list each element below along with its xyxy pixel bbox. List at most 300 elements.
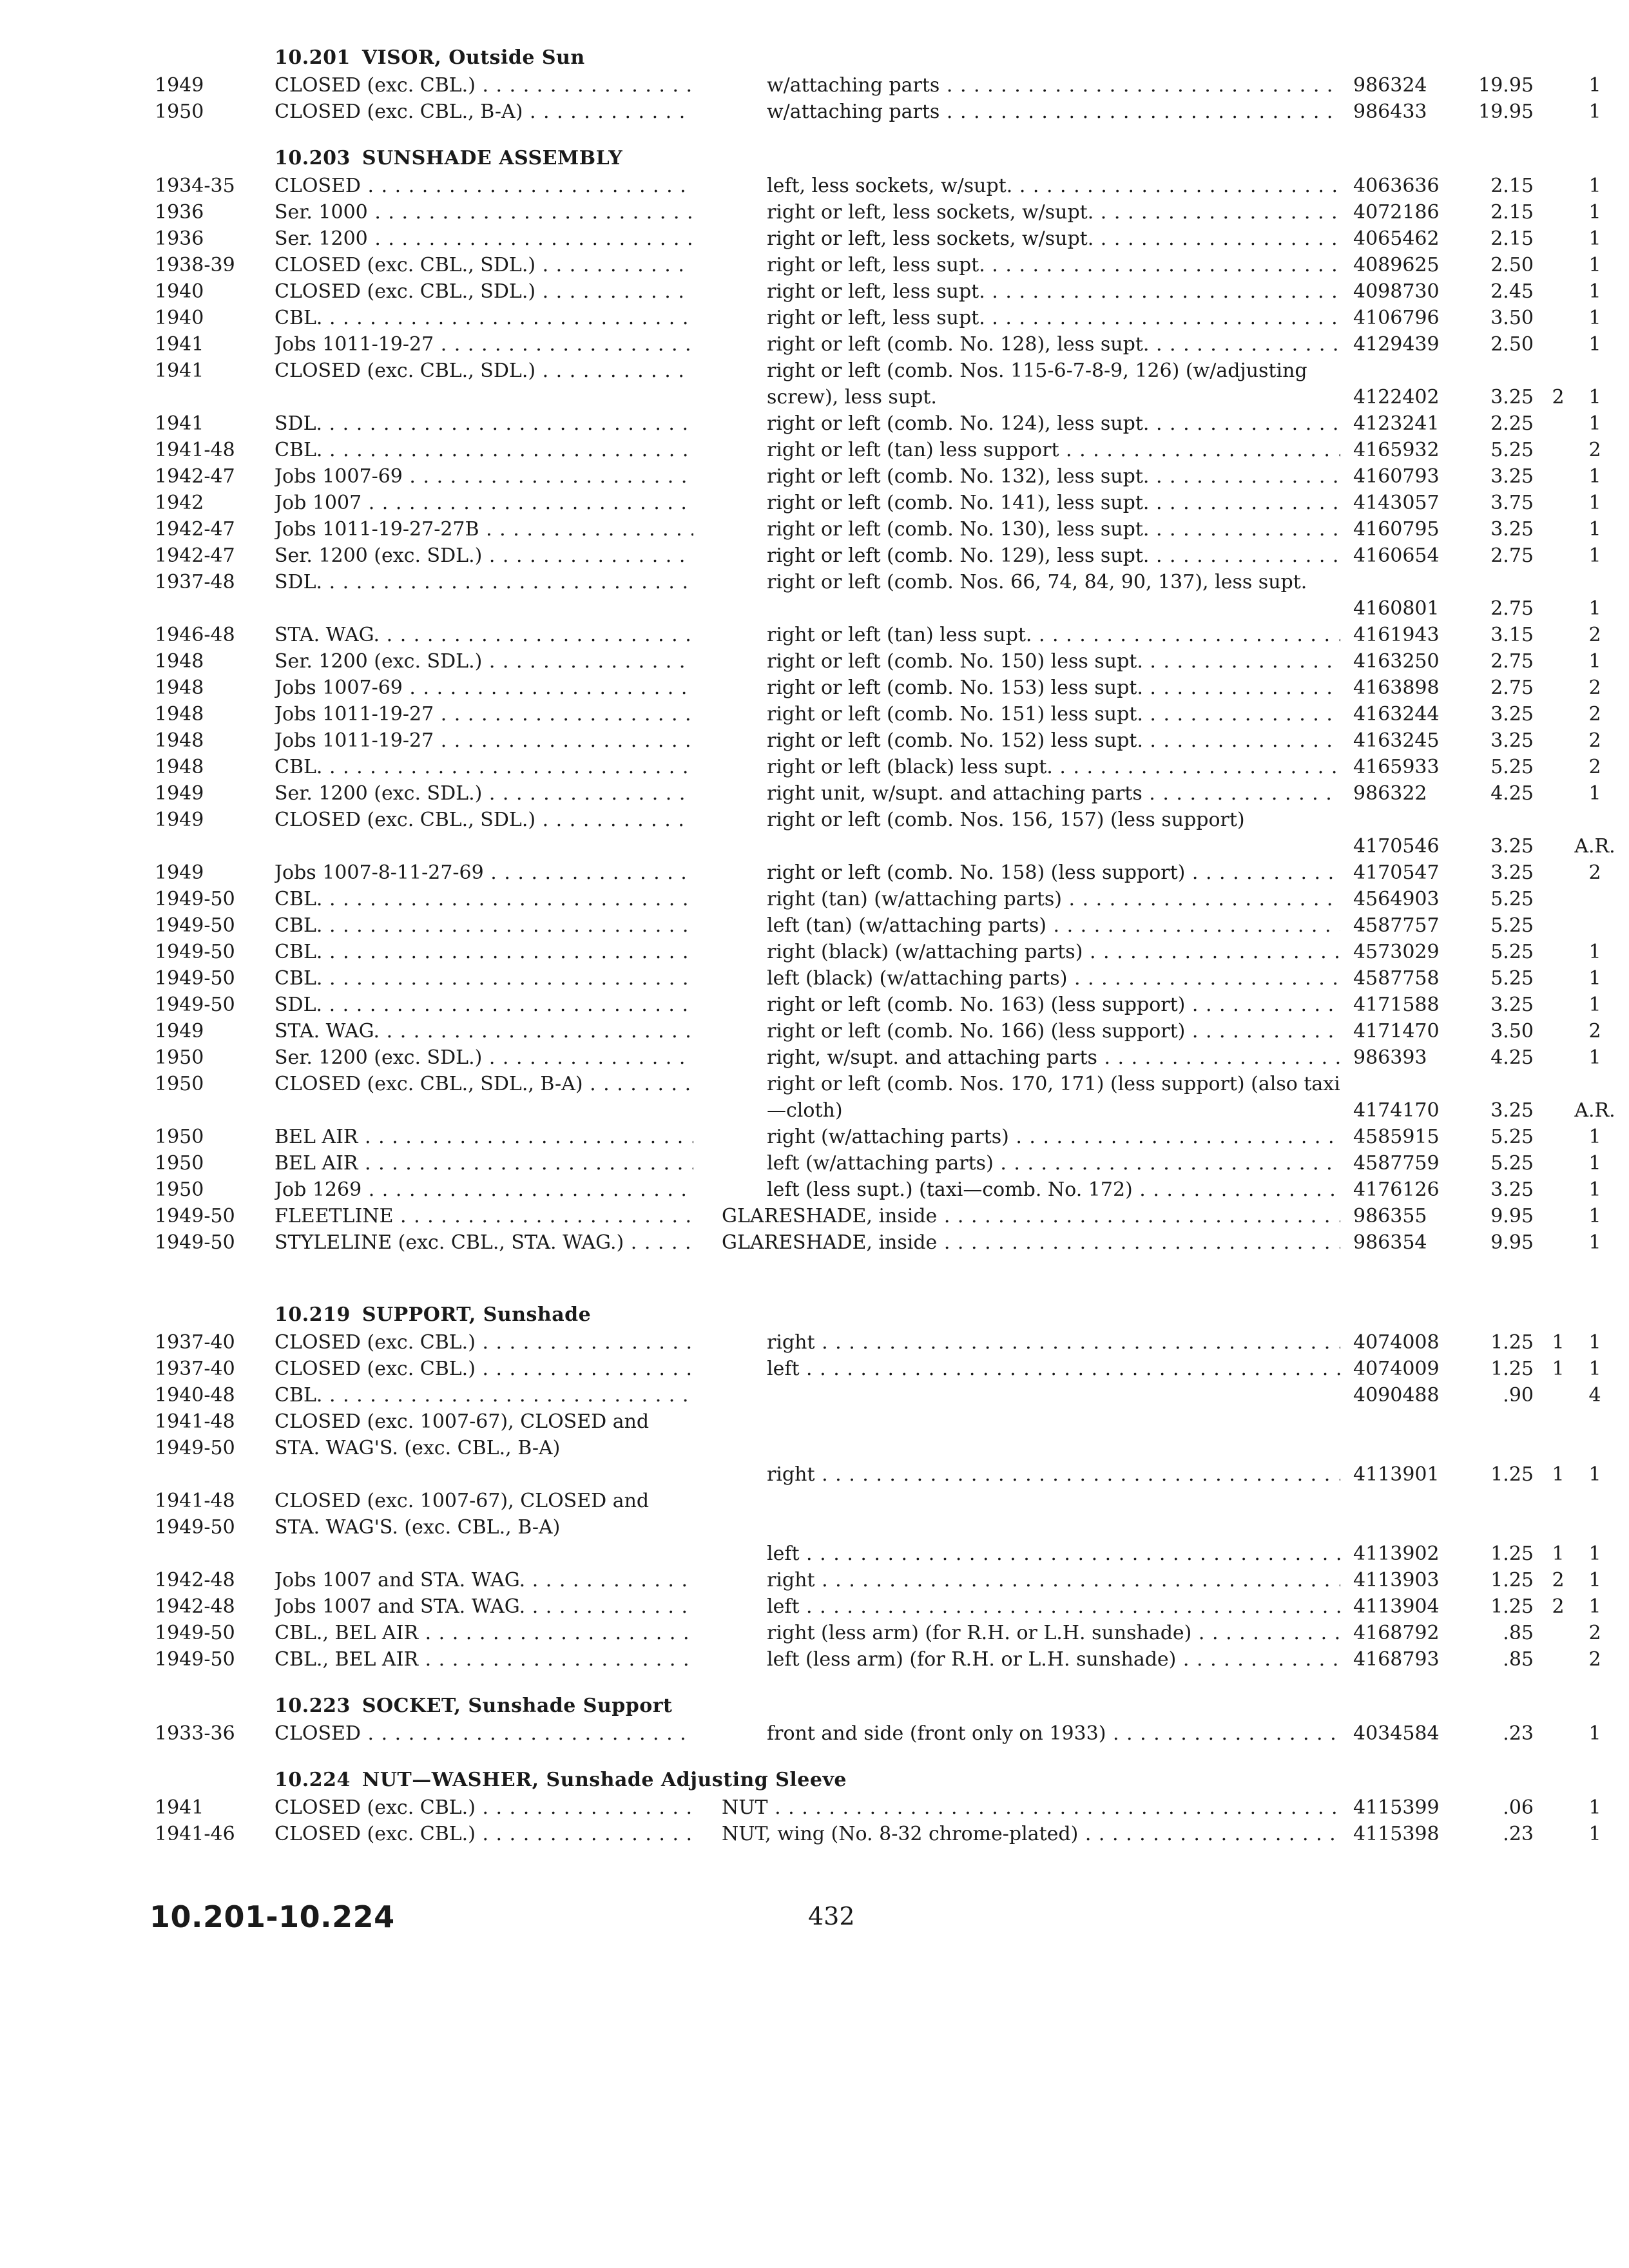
part-number: 4587757 bbox=[1353, 914, 1440, 937]
part-description: right or left (comb. No. 141), less supt. . . . bbox=[767, 490, 1340, 516]
part-description: right or left, less sockets, w/supt. . . . bbox=[767, 199, 1340, 226]
part-description: right . . . bbox=[767, 1567, 1340, 1593]
parts-row bbox=[148, 727, 1601, 754]
body-style: CLOSED (exc. 1007-67), CLOSED and STA. WAG'S. (exc. CBL., B-A) bbox=[275, 1410, 650, 1459]
body-style: Jobs 1007-69 . . . bbox=[275, 463, 693, 490]
parts-row bbox=[148, 622, 1601, 648]
part-number: 4170547 bbox=[1353, 861, 1440, 884]
parts-row bbox=[148, 754, 1601, 780]
model-year: 1942-47 bbox=[155, 544, 235, 567]
quantity: 1 bbox=[1588, 782, 1601, 805]
parts-row bbox=[148, 1356, 1601, 1382]
parts-row bbox=[148, 305, 1601, 331]
body-style: Jobs 1007-69 . . . bbox=[275, 675, 693, 701]
part-number: 4106796 bbox=[1353, 307, 1440, 329]
list-price: 5.25 bbox=[1490, 888, 1534, 910]
body-style: CLOSED (exc. CBL., SDL.) . . . bbox=[275, 278, 693, 305]
part-description: right unit, w/supt. and attaching parts . . . bbox=[767, 780, 1340, 807]
part-number: 4168793 bbox=[1353, 1648, 1440, 1671]
model-year: 1936 bbox=[155, 201, 204, 224]
parts-row bbox=[148, 807, 1615, 860]
quantity: 1 bbox=[1588, 101, 1601, 123]
body-style: CBL. . . . bbox=[275, 305, 693, 331]
quantity: 1 bbox=[1588, 1046, 1601, 1069]
body-style: STA. WAG. . . . bbox=[275, 1018, 693, 1044]
part-number: 4089625 bbox=[1353, 254, 1440, 276]
model-year: 1938-39 bbox=[155, 254, 235, 276]
parts-row bbox=[148, 1124, 1601, 1150]
list-price: 3.25 bbox=[1490, 703, 1534, 726]
body-style: BEL AIR . . . bbox=[275, 1150, 693, 1177]
part-description: right or left (comb. No. 153) less supt. . . . bbox=[767, 675, 1340, 701]
model-year: 1936 bbox=[155, 227, 204, 250]
parts-row bbox=[148, 516, 1601, 543]
part-description: NUT . . . bbox=[722, 1794, 1340, 1821]
list-price: 3.25 bbox=[1490, 465, 1534, 488]
section-number: 10.224 bbox=[275, 1769, 351, 1791]
body-style: CLOSED (exc. CBL., B-A) . . . bbox=[275, 99, 693, 125]
parts-row bbox=[148, 358, 1601, 410]
body-style: Job 1269 . . . bbox=[275, 1177, 693, 1203]
model-year: 1941-48 1949-50 bbox=[155, 1490, 235, 1539]
body-style: Job 1007 . . . bbox=[275, 490, 693, 516]
parts-row bbox=[148, 1150, 1601, 1177]
list-price: .23 bbox=[1503, 1722, 1534, 1745]
list-price: .90 bbox=[1503, 1384, 1534, 1407]
part-number: 4034584 bbox=[1353, 1722, 1440, 1745]
quantity: 1 bbox=[1588, 1126, 1601, 1148]
parts-row bbox=[148, 463, 1601, 490]
part-number: 4160801 bbox=[1353, 597, 1440, 620]
model-year: 1941 bbox=[155, 333, 204, 356]
model-year: 1949 bbox=[155, 809, 204, 831]
quantity: 1 bbox=[1588, 412, 1601, 435]
section-number: 10.203 bbox=[275, 147, 351, 169]
model-year: 1940 bbox=[155, 307, 204, 329]
quantity: 2 bbox=[1588, 624, 1601, 646]
model-year: 1948 bbox=[155, 703, 204, 726]
quantity: 1 bbox=[1588, 1569, 1601, 1591]
body-style: CBL. . . . bbox=[275, 754, 693, 780]
body-style: Ser. 1200 (exc. SDL.) . . . bbox=[275, 1044, 693, 1071]
part-description: right or left (comb. No. 158) (less support) . . . bbox=[767, 860, 1340, 886]
parts-row bbox=[148, 912, 1534, 939]
section-10-219 bbox=[148, 1301, 1601, 1673]
parts-row bbox=[148, 569, 1601, 622]
list-price: 2.75 bbox=[1490, 597, 1534, 620]
part-description: right or left, less supt. . . . bbox=[767, 278, 1340, 305]
model-year: 1949-50 bbox=[155, 1648, 235, 1671]
list-price: 1.25 bbox=[1490, 1331, 1534, 1354]
list-price: 1.25 bbox=[1490, 1542, 1534, 1565]
list-price: 19.95 bbox=[1478, 101, 1534, 123]
body-style: CBL. . . . bbox=[275, 939, 693, 965]
part-description: right, w/supt. and attaching parts . . . bbox=[767, 1044, 1340, 1071]
section-number: 10.219 bbox=[275, 1303, 351, 1326]
list-price: 19.95 bbox=[1478, 74, 1534, 97]
part-description: right or left (comb. No. 163) (less support) . . . bbox=[767, 992, 1340, 1018]
parts-row bbox=[148, 1229, 1601, 1256]
parts-row bbox=[148, 1720, 1601, 1747]
parts-row bbox=[148, 1044, 1601, 1071]
list-price: 2.50 bbox=[1490, 254, 1534, 276]
list-price: 2.15 bbox=[1490, 227, 1534, 250]
list-price: 5.25 bbox=[1490, 756, 1534, 778]
part-description: right or left (comb. No. 129), less supt. . . . bbox=[767, 543, 1340, 569]
quantity: 2 bbox=[1588, 1622, 1601, 1644]
list-price: 3.50 bbox=[1490, 1020, 1534, 1043]
parts-row bbox=[148, 410, 1601, 437]
list-price: 5.25 bbox=[1490, 439, 1534, 461]
quantity: A.R. bbox=[1574, 1099, 1615, 1122]
model-year: 1949-50 bbox=[155, 1622, 235, 1644]
model-year: 1941-46 bbox=[155, 1823, 235, 1845]
parts-row bbox=[148, 939, 1601, 965]
parts-row bbox=[148, 1071, 1615, 1124]
parts-row bbox=[148, 99, 1601, 125]
list-price: 5.25 bbox=[1490, 967, 1534, 990]
list-price: 4.25 bbox=[1490, 1046, 1534, 1069]
quantity: 1 bbox=[1588, 597, 1601, 620]
part-description: right or left (comb. No. 150) less supt. . . . bbox=[767, 648, 1340, 675]
model-year: 1949-50 bbox=[155, 888, 235, 910]
group-count: 2 bbox=[1552, 386, 1565, 408]
quantity: 1 bbox=[1588, 1542, 1601, 1565]
list-price: 5.25 bbox=[1490, 1152, 1534, 1175]
quantity: 1 bbox=[1588, 227, 1601, 250]
parts-row bbox=[148, 173, 1601, 199]
part-number: 4163898 bbox=[1353, 677, 1440, 699]
body-style: Ser. 1200 (exc. SDL.) . . . bbox=[275, 543, 693, 569]
list-price: 1.25 bbox=[1490, 1595, 1534, 1618]
quantity: 1 bbox=[1588, 967, 1601, 990]
parts-row bbox=[148, 992, 1601, 1018]
list-price: .06 bbox=[1503, 1796, 1534, 1819]
part-description: left . . . bbox=[767, 1541, 1340, 1567]
group-count: 1 bbox=[1552, 1463, 1565, 1486]
quantity: 2 bbox=[1588, 756, 1601, 778]
part-description: right or left (comb. No. 152) less supt. . . . bbox=[767, 727, 1340, 754]
part-number: 4160654 bbox=[1353, 544, 1440, 567]
list-price: 3.25 bbox=[1490, 994, 1534, 1016]
body-style: CBL. . . . bbox=[275, 912, 693, 939]
quantity: 2 bbox=[1588, 677, 1601, 699]
part-description: NUT, wing (No. 8-32 chrome-plated) . . . bbox=[722, 1821, 1340, 1847]
list-price: 3.25 bbox=[1490, 861, 1534, 884]
body-style: CBL. . . . bbox=[275, 886, 693, 912]
part-number: 4171588 bbox=[1353, 994, 1440, 1016]
parts-row bbox=[148, 1329, 1601, 1356]
list-price: 3.25 bbox=[1490, 386, 1534, 408]
quantity: 1 bbox=[1588, 544, 1601, 567]
model-year: 1934-35 bbox=[155, 175, 235, 197]
list-price: 5.25 bbox=[1490, 941, 1534, 963]
body-style: CLOSED (exc. CBL., SDL., B-A) . . . bbox=[275, 1071, 693, 1097]
section-heading: NUT—WASHER, Sunshade Adjusting Sleeve bbox=[361, 1769, 847, 1791]
model-year: 1949 bbox=[155, 861, 204, 884]
quantity: 1 bbox=[1588, 1595, 1601, 1618]
part-number: 4090488 bbox=[1353, 1384, 1440, 1407]
part-description: right or left (comb. No. 130), less supt. . . . bbox=[767, 516, 1340, 543]
part-number: 4171470 bbox=[1353, 1020, 1440, 1043]
quantity: 1 bbox=[1588, 650, 1601, 673]
list-price: 3.25 bbox=[1490, 835, 1534, 858]
part-number: 4163245 bbox=[1353, 729, 1440, 752]
list-price: 2.15 bbox=[1490, 201, 1534, 224]
parts-row bbox=[148, 199, 1601, 226]
model-year: 1941-48 bbox=[155, 439, 235, 461]
part-number: 4170546 bbox=[1353, 835, 1440, 858]
part-description: right (less arm) (for R.H. or L.H. sunshade) . . . bbox=[767, 1620, 1340, 1646]
body-style: STA. WAG. . . . bbox=[275, 622, 693, 648]
part-description: front and side (front only on 1933) . . . bbox=[767, 1720, 1340, 1747]
list-price: 2.50 bbox=[1490, 333, 1534, 356]
part-description: right or left (comb. Nos. 66, 74, 84, 90, 137), less supt. bbox=[767, 571, 1307, 593]
parts-row bbox=[148, 1203, 1601, 1229]
body-style: Ser. 1000 . . . bbox=[275, 199, 693, 226]
part-number: 4163244 bbox=[1353, 703, 1440, 726]
section-title bbox=[148, 1301, 1501, 1329]
part-description: right . . . bbox=[767, 1329, 1340, 1356]
body-style: CLOSED (exc. CBL., SDL.) . . . bbox=[275, 358, 693, 384]
parts-row bbox=[148, 1018, 1601, 1044]
part-number: 4074009 bbox=[1353, 1358, 1440, 1380]
part-number: 4168792 bbox=[1353, 1622, 1440, 1644]
section-title bbox=[148, 1692, 1501, 1720]
quantity: 4 bbox=[1588, 1384, 1601, 1407]
body-style: CLOSED . . . bbox=[275, 1720, 693, 1747]
section-number: 10.223 bbox=[275, 1695, 351, 1717]
section-title bbox=[148, 44, 1501, 72]
part-number: 4587759 bbox=[1353, 1152, 1440, 1175]
section-heading: SOCKET, Sunshade Support bbox=[361, 1695, 673, 1717]
list-price: 9.95 bbox=[1490, 1231, 1534, 1254]
part-number: 4072186 bbox=[1353, 201, 1440, 224]
model-year: 1949 bbox=[155, 782, 204, 805]
list-price: 3.25 bbox=[1490, 1099, 1534, 1122]
part-description: left (less supt.) (taxi—comb. No. 172) . . . bbox=[767, 1177, 1340, 1203]
quantity: 1 bbox=[1588, 1796, 1601, 1819]
list-price: 5.25 bbox=[1490, 1126, 1534, 1148]
body-style: CBL., BEL AIR . . . bbox=[275, 1620, 693, 1646]
quantity: 1 bbox=[1588, 465, 1601, 488]
parts-row bbox=[148, 1593, 1601, 1620]
list-price: 1.25 bbox=[1490, 1358, 1534, 1380]
part-number: 4115398 bbox=[1353, 1823, 1440, 1845]
body-style: SDL. . . . bbox=[275, 410, 693, 437]
body-style: Ser. 1200 (exc. SDL.) . . . bbox=[275, 780, 693, 807]
parts-row bbox=[148, 1382, 1601, 1408]
part-description: right or left (tan) less supt. . . . bbox=[767, 622, 1340, 648]
model-year: 1937-48 bbox=[155, 571, 235, 593]
parts-row bbox=[148, 701, 1601, 727]
section-10-203 bbox=[148, 144, 1615, 1256]
body-style: CLOSED (exc. CBL.) . . . bbox=[275, 1794, 693, 1821]
model-year: 1941 bbox=[155, 412, 204, 435]
body-style: SDL. . . . bbox=[275, 992, 693, 1018]
part-number: 4074008 bbox=[1353, 1331, 1440, 1354]
part-description: left (tan) (w/attaching parts) . . . bbox=[767, 912, 1340, 939]
quantity: 2 bbox=[1588, 703, 1601, 726]
quantity: 1 bbox=[1588, 307, 1601, 329]
model-year: 1940-48 bbox=[155, 1384, 235, 1407]
part-number: 4063636 bbox=[1353, 175, 1440, 197]
part-description: right . . . bbox=[767, 1461, 1340, 1488]
model-year: 1937-40 bbox=[155, 1358, 235, 1380]
list-price: .85 bbox=[1503, 1648, 1534, 1671]
body-style: Jobs 1007-8-11-27-69 . . . bbox=[275, 860, 693, 886]
body-style: STYLELINE (exc. CBL., STA. WAG.) . . . bbox=[275, 1229, 693, 1256]
parts-row bbox=[148, 1567, 1601, 1593]
parts-row bbox=[148, 490, 1601, 516]
model-year: 1948 bbox=[155, 729, 204, 752]
list-price: 2.45 bbox=[1490, 280, 1534, 303]
body-style: CLOSED . . . bbox=[275, 173, 693, 199]
part-number: 4165932 bbox=[1353, 439, 1440, 461]
part-number: 4573029 bbox=[1353, 941, 1440, 963]
body-style: Jobs 1007 and STA. WAG. . . . bbox=[275, 1567, 693, 1593]
body-style: CLOSED (exc. CBL.) . . . bbox=[275, 1356, 693, 1382]
footer-page-number: 432 bbox=[808, 1902, 855, 1930]
quantity: 1 bbox=[1588, 333, 1601, 356]
model-year: 1949 bbox=[155, 1020, 204, 1043]
list-price: 2.25 bbox=[1490, 412, 1534, 435]
model-year: 1937-40 bbox=[155, 1331, 235, 1354]
quantity: 1 bbox=[1588, 175, 1601, 197]
parts-row bbox=[148, 1408, 1601, 1488]
part-number: 4160795 bbox=[1353, 518, 1440, 541]
part-description: left (less arm) (for R.H. or L.H. sunshade) . . . bbox=[767, 1646, 1340, 1673]
model-year: 1942-47 bbox=[155, 465, 235, 488]
quantity: 2 bbox=[1588, 729, 1601, 752]
part-description: right or left, less sockets, w/supt. . . . bbox=[767, 226, 1340, 252]
quantity: 2 bbox=[1588, 1020, 1601, 1043]
list-price: 3.25 bbox=[1490, 518, 1534, 541]
list-price: .85 bbox=[1503, 1622, 1534, 1644]
model-year: 1949-50 bbox=[155, 1205, 235, 1227]
parts-row bbox=[148, 1794, 1601, 1821]
part-description: right or left (comb. Nos. 170, 171) (less support) (also taxi—cloth) bbox=[767, 1073, 1340, 1122]
quantity: 1 bbox=[1588, 1722, 1601, 1745]
part-number: 4176126 bbox=[1353, 1178, 1440, 1201]
body-style: CLOSED (exc. CBL.) . . . bbox=[275, 72, 693, 99]
part-description: left . . . bbox=[767, 1593, 1340, 1620]
model-year: 1933-36 bbox=[155, 1722, 235, 1745]
section-10-223 bbox=[148, 1692, 1601, 1747]
part-description: right or left (tan) less support . . . bbox=[767, 437, 1340, 463]
part-description: right or left, less supt. . . . bbox=[767, 252, 1340, 278]
part-number: 4160793 bbox=[1353, 465, 1440, 488]
part-description: w/attaching parts . . . bbox=[767, 72, 1340, 99]
part-description: right or left, less supt. . . . bbox=[767, 305, 1340, 331]
model-year: 1941 bbox=[155, 360, 204, 382]
body-style: FLEETLINE . . . bbox=[275, 1203, 693, 1229]
part-number: 4122402 bbox=[1353, 386, 1440, 408]
list-price: 1.25 bbox=[1490, 1569, 1534, 1591]
parts-row bbox=[148, 1177, 1601, 1203]
quantity: 1 bbox=[1588, 1231, 1601, 1254]
body-style: Jobs 1011-19-27 . . . bbox=[275, 701, 693, 727]
model-year: 1942-48 bbox=[155, 1595, 235, 1618]
model-year: 1942-48 bbox=[155, 1569, 235, 1591]
part-description: left (black) (w/attaching parts) . . . bbox=[767, 965, 1340, 992]
part-number: 986324 bbox=[1353, 74, 1427, 97]
section-10-224 bbox=[148, 1766, 1601, 1847]
part-number: 986393 bbox=[1353, 1046, 1427, 1069]
part-number: 4113904 bbox=[1353, 1595, 1440, 1618]
group-count: 2 bbox=[1552, 1569, 1565, 1591]
part-description: w/attaching parts . . . bbox=[767, 99, 1340, 125]
body-style: CBL., BEL AIR . . . bbox=[275, 1646, 693, 1673]
list-price: 3.15 bbox=[1490, 624, 1534, 646]
quantity: 2 bbox=[1588, 439, 1601, 461]
part-description: right or left (comb. No. 132), less supt. . . . bbox=[767, 463, 1340, 490]
part-description: right or left (comb. No. 166) (less support) . . . bbox=[767, 1018, 1340, 1044]
part-description: right or left (comb. Nos. 156, 157) (less support) bbox=[767, 809, 1245, 831]
parts-row bbox=[148, 543, 1601, 569]
part-number: 4115399 bbox=[1353, 1796, 1440, 1819]
model-year: 1941 bbox=[155, 1796, 204, 1819]
body-style: Jobs 1011-19-27 . . . bbox=[275, 727, 693, 754]
list-price: 2.75 bbox=[1490, 677, 1534, 699]
body-style: CLOSED (exc. CBL.) . . . bbox=[275, 1329, 693, 1356]
body-style: CBL. . . . bbox=[275, 965, 693, 992]
model-year: 1941-48 1949-50 bbox=[155, 1410, 235, 1459]
model-year: 1949-50 bbox=[155, 941, 235, 963]
parts-row bbox=[148, 780, 1601, 807]
parts-row bbox=[148, 437, 1601, 463]
part-number: 986322 bbox=[1353, 782, 1427, 805]
part-number: 4585915 bbox=[1353, 1126, 1440, 1148]
parts-row bbox=[148, 226, 1601, 252]
part-number: 4123241 bbox=[1353, 412, 1440, 435]
model-year: 1949-50 bbox=[155, 967, 235, 990]
part-number: 4163250 bbox=[1353, 650, 1440, 673]
parts-row bbox=[148, 72, 1601, 99]
model-year: 1940 bbox=[155, 280, 204, 303]
quantity: 1 bbox=[1588, 1152, 1601, 1175]
model-year: 1948 bbox=[155, 756, 204, 778]
part-description: right (w/attaching parts) . . . bbox=[767, 1124, 1340, 1150]
parts-row bbox=[148, 331, 1601, 358]
group-count: 1 bbox=[1552, 1542, 1565, 1565]
group-count: 1 bbox=[1552, 1358, 1565, 1380]
model-year: 1950 bbox=[155, 1046, 204, 1069]
quantity: 1 bbox=[1588, 941, 1601, 963]
part-number: 986355 bbox=[1353, 1205, 1427, 1227]
body-style: CLOSED (exc. CBL.) . . . bbox=[275, 1821, 693, 1847]
quantity: A.R. bbox=[1574, 835, 1615, 858]
part-number: 4564903 bbox=[1353, 888, 1440, 910]
part-description: right or left (comb. No. 128), less supt. . . . bbox=[767, 331, 1340, 358]
parts-row bbox=[148, 1646, 1601, 1673]
quantity: 1 bbox=[1588, 201, 1601, 224]
quantity: 1 bbox=[1588, 1178, 1601, 1201]
part-number: 4587758 bbox=[1353, 967, 1440, 990]
quantity: 1 bbox=[1588, 254, 1601, 276]
model-year: 1949-50 bbox=[155, 994, 235, 1016]
part-description: right or left (comb. No. 124), less supt. . . . bbox=[767, 410, 1340, 437]
part-description: right or left (comb. Nos. 115-6-7-8-9, 126) (w/adjusting screw), less supt. bbox=[767, 360, 1307, 408]
list-price: 2.75 bbox=[1490, 544, 1534, 567]
list-price: 4.25 bbox=[1490, 782, 1534, 805]
body-style: CBL. . . . bbox=[275, 437, 693, 463]
model-year: 1949-50 bbox=[155, 914, 235, 937]
list-price: 3.25 bbox=[1490, 1178, 1534, 1201]
list-price: 3.75 bbox=[1490, 492, 1534, 514]
footer-section-range: 10.201-10.224 bbox=[149, 1899, 395, 1934]
model-year: 1948 bbox=[155, 677, 204, 699]
